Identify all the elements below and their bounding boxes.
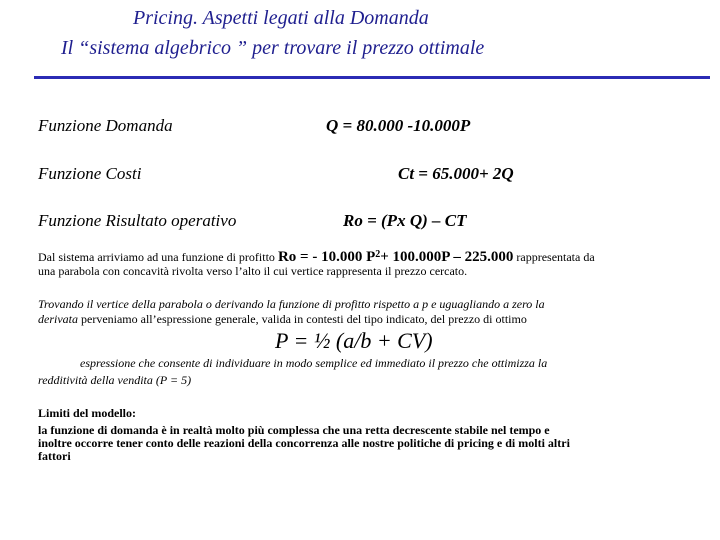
limits-line-3: fattori <box>38 449 71 463</box>
demand-formula: Q = 80.000 -10.000P <box>326 116 471 135</box>
limits-line-1: la funzione di domanda è in realtà molto più complessa che una retta decrescente stabile nel tempo e <box>38 423 550 437</box>
title-divider <box>34 76 710 79</box>
title-line-2: Il “sistema algebrico ” per trovare il prezzo ottimale <box>61 37 485 59</box>
optimal-price-formula: P = ½ (a/b + CV) <box>275 328 433 353</box>
profit-paragraph-line-2: una parabola con concavità rivolta verso l’alto il cui vertice rappresenta il prezzo cercato. <box>38 264 468 278</box>
vertex-paragraph-line-2: derivata perveniamo all’espressione generale, valida in contesti del tipo indicato, del prezzo di ottimo <box>38 312 527 326</box>
profit-formula: Ro = (Px Q) – CT <box>343 211 467 230</box>
costs-formula: Ct = 65.000+ 2Q <box>398 164 514 183</box>
optimal-price-desc-line-2: redditività della vendita (P = 5) <box>38 373 192 387</box>
profit-label: Funzione Risultato operativo <box>38 211 237 230</box>
profit-function-formula: Ro = - 10.000 $P^2+ 100.000P - 225.000$ <box>277 249 514 265</box>
limits-line-2: inoltre occorre tener conto delle reazioni della concorrenza alle nostre politiche di pricing e di molti altri <box>38 436 570 450</box>
demand-label: Funzione Domanda <box>38 116 173 135</box>
vertex-paragraph-line-1: Trovando il vertice della parabola o derivando la funzione di profitto rispetto a p e uguagliando a zero la <box>38 297 545 311</box>
costs-label: Funzione Costi <box>38 164 142 183</box>
profit-tail: rappresentata da <box>516 250 595 264</box>
title-line-1: Pricing. Aspetti legati alla Domanda <box>133 7 429 29</box>
limits-heading: Limiti del modello: <box>38 406 136 420</box>
optimal-price-desc-line-1: espressione che consente di individuare in modo semplice ed immediato il prezzo che ottimizza la <box>80 356 548 370</box>
profit-intro: Dal sistema arriviamo ad una funzione di profitto <box>38 250 275 264</box>
profit-paragraph-line-1 <box>38 248 595 264</box>
